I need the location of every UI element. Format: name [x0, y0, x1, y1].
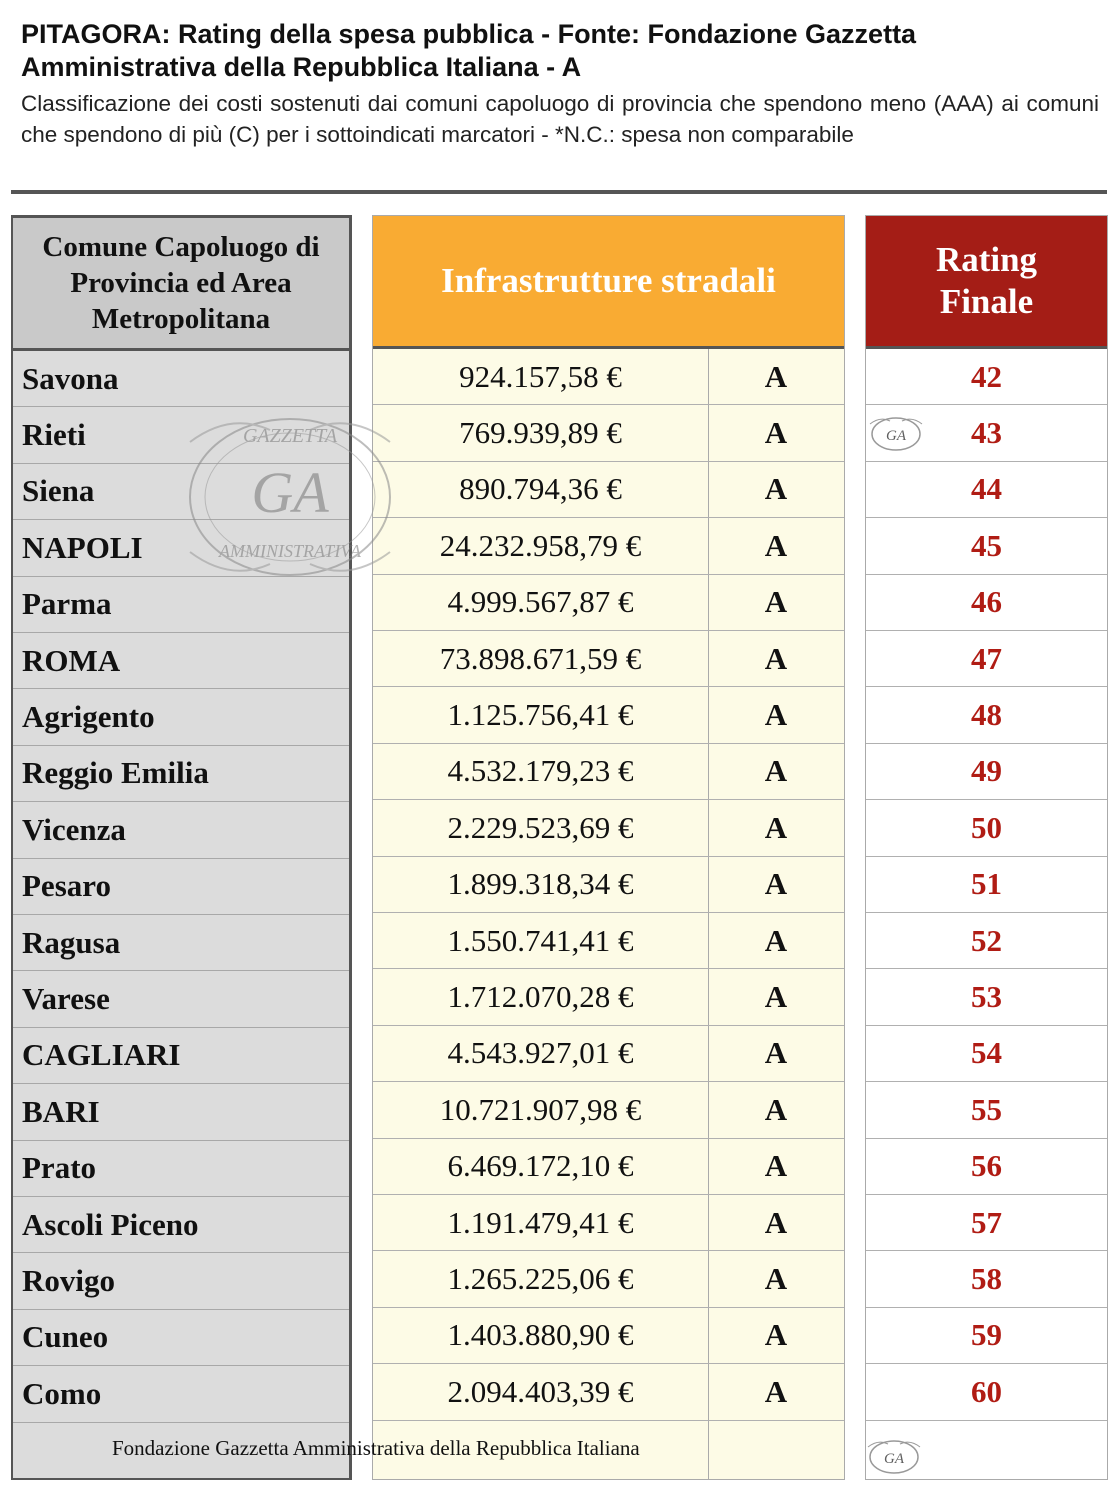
- rank-cell: 57: [866, 1195, 1107, 1251]
- rank-cell: 46: [866, 575, 1107, 631]
- amount-cell: 890.794,36 €: [459, 471, 622, 507]
- rank-cell: 50: [866, 800, 1107, 856]
- comune-cell: Parma: [13, 577, 349, 633]
- comune-column: [11, 215, 352, 1480]
- footer-source: Fondazione Gazzetta Amministrativa della Repubblica Italiana: [112, 1436, 640, 1460]
- grade-cell: A: [764, 471, 788, 507]
- grade-cell: A: [764, 922, 788, 958]
- grade-cell: A: [764, 415, 788, 451]
- table-row: [373, 575, 844, 631]
- svg-text:GA: GA: [884, 1451, 904, 1467]
- rating-column-header: Rating Finale: [866, 216, 1107, 349]
- rank-cell: 47: [866, 631, 1107, 687]
- table-row: [373, 1308, 844, 1364]
- seal-bottom-text: AMMINISTRATIVA: [219, 541, 361, 561]
- comune-cell: Varese: [13, 971, 349, 1027]
- table-row: [373, 631, 844, 687]
- rank-cell: 60: [866, 1364, 1107, 1420]
- title-block: [21, 18, 1099, 150]
- comune-cell: ROMA: [13, 633, 349, 689]
- mini-seal-footer-icon: [864, 1437, 924, 1477]
- amount-cell: 24.232.958,79 €: [439, 527, 642, 563]
- page-subtitle: Classificazione dei costi sostenuti dai comuni capoluogo di provincia che spendono meno (AAA) ai comuni che spendono di più (C) per i sottoindicati marcatori - *N.C.: spesa non comparabile: [21, 91, 1099, 147]
- amount-cell: 10.721.907,98 €: [439, 1091, 642, 1127]
- rank-cell: 56: [866, 1139, 1107, 1195]
- comune-cell: Siena: [13, 464, 349, 520]
- rank-cell: 53: [866, 969, 1107, 1025]
- rank-cell: 42: [866, 349, 1107, 405]
- amount-cell: 1.712.070,28 €: [447, 979, 634, 1015]
- rank-cell: 58: [866, 1251, 1107, 1307]
- rating-column: [865, 215, 1108, 1480]
- table-row: [373, 687, 844, 743]
- table-row: [373, 405, 844, 461]
- table-row: [373, 1139, 844, 1195]
- grade-cell: A: [764, 1091, 788, 1127]
- amount-cell: 924.157,58 €: [459, 358, 622, 394]
- comune-column-header: Comune Capoluogo di Provincia ed Area Metropolitana: [13, 218, 349, 351]
- amount-cell: 1.403.880,90 €: [447, 1317, 634, 1353]
- comune-cell: CAGLIARI: [13, 1028, 349, 1084]
- amount-cell: 2.094.403,39 €: [447, 1373, 634, 1409]
- amount-cell: 1.265.225,06 €: [447, 1261, 634, 1297]
- amount-cell: 769.939,89 €: [459, 415, 622, 451]
- grade-cell: A: [764, 527, 788, 563]
- grade-cell: A: [764, 809, 788, 845]
- rank-cell: 55: [866, 1082, 1107, 1138]
- amount-cell: 4.543.927,01 €: [447, 1035, 634, 1071]
- grade-cell: A: [764, 1148, 788, 1184]
- table-row: [373, 913, 844, 969]
- seal-center-text: GA: [251, 460, 329, 525]
- amount-cell: 4.532.179,23 €: [447, 753, 634, 789]
- comune-cell: Ascoli Piceno: [13, 1197, 349, 1253]
- comune-cell: Reggio Emilia: [13, 746, 349, 802]
- comune-cell: Rovigo: [13, 1253, 349, 1309]
- svg-text:GA: GA: [886, 428, 906, 444]
- header-divider: [11, 190, 1107, 194]
- amount-cell: 1.125.756,41 €: [447, 697, 634, 733]
- comune-cell: BARI: [13, 1084, 349, 1140]
- grade-cell: A: [764, 640, 788, 676]
- mini-seal-icon: [866, 414, 926, 454]
- amount-cell: 2.229.523,69 €: [447, 809, 634, 845]
- amount-cell: 1.550.741,41 €: [447, 922, 634, 958]
- page-title: PITAGORA: Rating della spesa pubblica - Fonte: Fondazione Gazzetta Amministrativa della Repubblica Italiana - A: [21, 19, 917, 82]
- amount-cell: 73.898.671,59 €: [439, 640, 642, 676]
- grade-cell: A: [764, 1373, 788, 1409]
- grade-cell: A: [764, 866, 788, 902]
- rank-cell: 54: [866, 1026, 1107, 1082]
- grade-cell: A: [764, 979, 788, 1015]
- grade-cell: A: [764, 584, 788, 620]
- table-row: [373, 1364, 844, 1420]
- amount-cell: 1.899.318,34 €: [447, 866, 634, 902]
- rank-cell: 45: [866, 518, 1107, 574]
- amount-cell: 1.191.479,41 €: [447, 1204, 634, 1240]
- comune-cell: Ragusa: [13, 915, 349, 971]
- grade-cell: A: [764, 1261, 788, 1297]
- table-row: [373, 744, 844, 800]
- marker-column: [372, 215, 845, 1480]
- table-row: [373, 969, 844, 1025]
- rank-cell: 43: [866, 405, 1107, 461]
- table-row: [373, 462, 844, 518]
- comune-cell: Rieti: [13, 407, 349, 463]
- comune-cell: Pesaro: [13, 859, 349, 915]
- grade-cell: A: [764, 753, 788, 789]
- grade-cell: A: [764, 358, 788, 394]
- table-row: [373, 1251, 844, 1307]
- rank-cell: 44: [866, 462, 1107, 518]
- marker-column-header: Infrastrutture stradali: [373, 216, 844, 349]
- comune-cell: NAPOLI: [13, 520, 349, 576]
- table-row: [373, 800, 844, 856]
- amount-cell: 4.999.567,87 €: [447, 584, 634, 620]
- grade-cell: A: [764, 1035, 788, 1071]
- rank-cell: 52: [866, 913, 1107, 969]
- grade-cell: A: [764, 1317, 788, 1353]
- comune-cell: Cuneo: [13, 1310, 349, 1366]
- rank-cell: 49: [866, 744, 1107, 800]
- table-row: [373, 857, 844, 913]
- rank-cell: 51: [866, 857, 1107, 913]
- table-row: [373, 349, 844, 405]
- table-row: [373, 518, 844, 574]
- comune-cell: Prato: [13, 1141, 349, 1197]
- grade-cell: A: [764, 697, 788, 733]
- comune-cell: Savona: [13, 351, 349, 407]
- table-row: [373, 1082, 844, 1138]
- table-row: [373, 1195, 844, 1251]
- comune-cell: Como: [13, 1366, 349, 1422]
- table-row: [373, 1026, 844, 1082]
- comune-cell: Agrigento: [13, 689, 349, 745]
- rank-cell: 48: [866, 687, 1107, 743]
- comune-cell: Vicenza: [13, 802, 349, 858]
- grade-cell: A: [764, 1204, 788, 1240]
- seal-top-text: GAZZETTA: [242, 425, 338, 447]
- rank-cell: 59: [866, 1308, 1107, 1364]
- amount-cell: 6.469.172,10 €: [447, 1148, 634, 1184]
